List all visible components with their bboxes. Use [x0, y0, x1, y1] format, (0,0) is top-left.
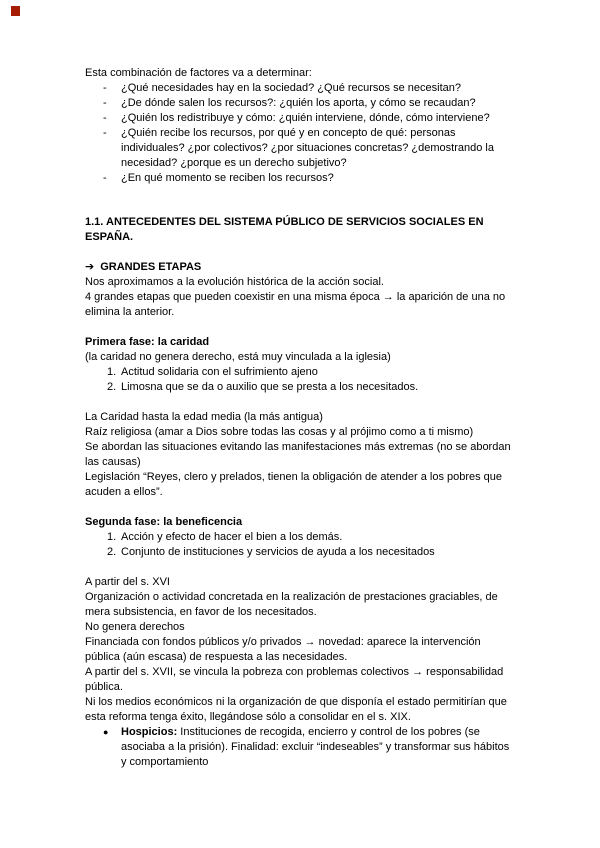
corner-marker — [11, 6, 20, 16]
list-number: 2. — [107, 381, 117, 393]
phase1-numbered-list — [85, 365, 515, 395]
list-item — [85, 81, 515, 96]
list-item — [85, 171, 515, 186]
stages-heading — [85, 260, 515, 275]
list-marker: - — [103, 82, 107, 94]
list-item-text: Limosna que se da o auxilio que se presta a los necesitados. — [121, 381, 419, 393]
arrow-icon: ➔ — [85, 261, 95, 273]
phase1-title: Primera fase: la caridad — [85, 336, 210, 348]
list-item-text: ¿Qué necesidades hay en la sociedad? ¿Qué recursos se necesitan? — [121, 82, 461, 94]
list-item-text: Acción y efecto de hacer el bien a los demás. — [121, 531, 343, 543]
paragraph: Financiada con fondos públicos y/o privados → novedad: aparece la intervención pública (aún escasa) de respuesta a las necesidades. — [85, 636, 481, 663]
list-item-text: ¿En qué momento se reciben los recursos? — [121, 172, 334, 184]
list-item — [85, 725, 515, 770]
questions-list — [85, 81, 515, 186]
paragraph: Legislación “Reyes, clero y prelados, tienen la obligación de atender a los pobres que acuden a ellos”. — [85, 471, 503, 498]
paragraph: Se abordan las situaciones evitando las manifestaciones más extremas (no se abordan las causas) — [85, 441, 511, 468]
list-item-text: ¿De dónde salen los recursos?: ¿quién los aporta, y cómo se recaudan? — [121, 97, 476, 109]
paragraph: A partir del s. XVII, se vincula la pobreza con problemas colectivos → responsabilidad pública. — [85, 666, 504, 693]
list-number: 1. — [107, 366, 117, 378]
list-item-text: ¿Quién recibe los recursos, por qué y en concepto de qué: personas individuales? ¿por colectivos? ¿por situaciones concretas? ¿demostrando la necesidad? ¿porque es un derecho subjetivo? — [121, 127, 494, 169]
paragraph: No genera derechos — [85, 621, 185, 633]
paragraph: Raíz religiosa (amar a Dios sobre todas las cosas y al prójimo como a ti mismo) — [85, 426, 474, 438]
list-marker: - — [103, 97, 107, 109]
hospicios-list — [85, 725, 515, 770]
list-number: 1. — [107, 531, 117, 543]
phase2-title: Segunda fase: la beneficencia — [85, 516, 243, 528]
document-content — [85, 66, 515, 770]
stages-heading-text: GRANDES ETAPAS — [100, 261, 202, 273]
phase2-numbered-list — [85, 530, 515, 560]
hospicios-definition: Instituciones de recogida, encierro y control de los pobres (se asociaba a la prisión). Finalidad: excluir “indeseables” y transformar sus hábitos y comportamiento — [121, 726, 510, 768]
paragraph: Nos aproximamos a la evolución histórica de la acción social. — [85, 276, 384, 288]
list-marker: - — [103, 112, 107, 124]
paragraph: 4 grandes etapas que pueden coexistir en una misma época → la aparición de una no elimina la anterior. — [85, 291, 506, 318]
list-item — [85, 365, 515, 380]
list-item — [85, 126, 515, 171]
list-item — [85, 380, 515, 395]
phase1-subtitle: (la caridad no genera derecho, está muy vinculada a la iglesia) — [85, 351, 391, 363]
list-item — [85, 96, 515, 111]
list-item — [85, 111, 515, 126]
list-marker: - — [103, 127, 107, 139]
paragraph: La Caridad hasta la edad media (la más antigua) — [85, 411, 323, 423]
list-number: 2. — [107, 546, 117, 558]
list-item-text: ¿Quién los redistribuye y cómo: ¿quién interviene, dónde, cómo interviene? — [121, 112, 490, 124]
section-heading: 1.1. ANTECEDENTES DEL SISTEMA PÚBLICO DE SERVICIOS SOCIALES EN ESPAÑA. — [85, 216, 484, 243]
paragraph: Ni los medios económicos ni la organización de que disponía el estado permitirían que esta reforma tenga éxito, llegándose sólo a consolidar en el s. XIX. — [85, 696, 507, 723]
bullet-icon: ● — [103, 727, 109, 737]
intro-paragraph: Esta combinación de factores va a determinar: — [85, 67, 312, 79]
list-item — [85, 530, 515, 545]
paragraph: Organización o actividad concretada en la realización de prestaciones graciables, de mera subsistencia, en favor de los necesitados. — [85, 591, 498, 618]
list-item-text: Conjunto de instituciones y servicios de ayuda a los necesitados — [121, 546, 435, 558]
list-item-text — [121, 725, 515, 770]
list-item-text: Actitud solidaria con el sufrimiento ajeno — [121, 366, 318, 378]
hospicios-term: Hospicios: — [121, 726, 178, 738]
list-item — [85, 545, 515, 560]
paragraph: A partir del s. XVI — [85, 576, 170, 588]
list-marker: - — [103, 172, 107, 184]
